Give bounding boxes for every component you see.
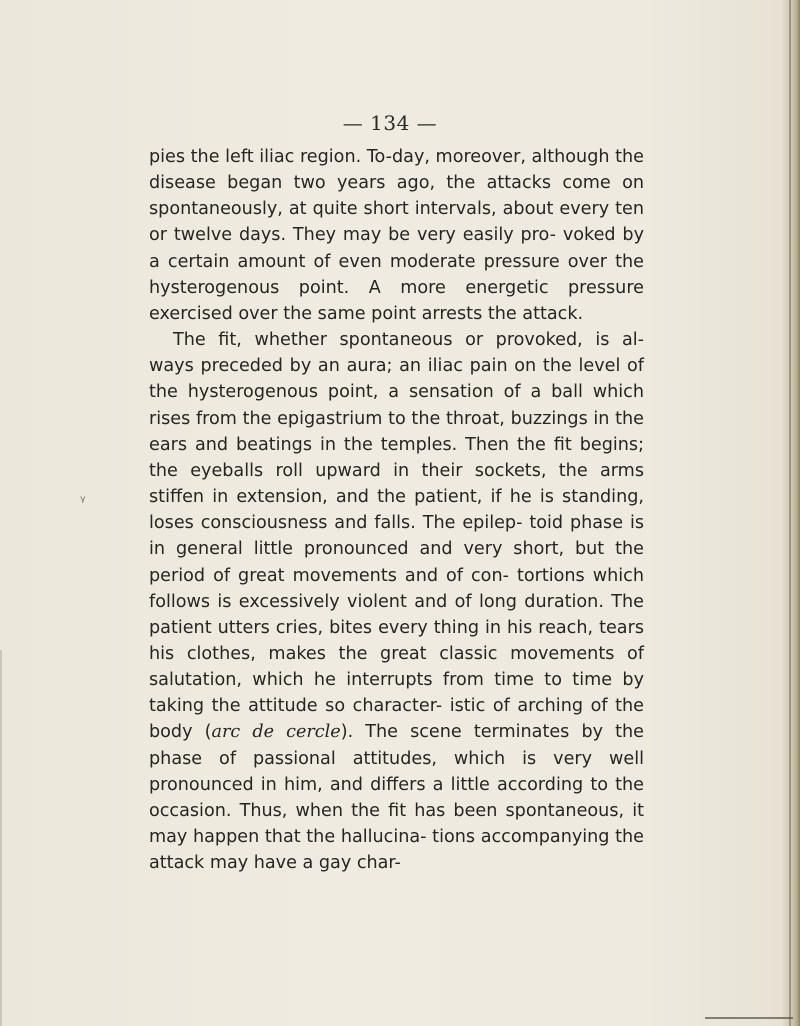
italic-term: arc de cercle [211, 722, 341, 743]
paragraph [149, 144, 644, 327]
page-number: — 134 — [342, 111, 438, 135]
body-text [149, 144, 644, 876]
bottom-rule [705, 1017, 793, 1019]
paragraph-text: The fit, whether spontaneous or provoked, is al- ways preceded by an aura; an iliac pain on the level of the hysterogenous point, a sensation of a ball which rises from the epigastrium to the throat, buzzings in the ears and beatings in the temples. Then the fit begins; the eyeballs roll upward in their sockets, the arms stiffen in extension, and the patient, if he is standing, loses consciousness and falls. The epilep- toid phase is in general little pronounced and very short, but the period of great movements and of con- tortions which follows is excessively violent and of long duration. The patient utters cries, bites every thing in his reach, tears his clothes, makes the great classic movements of salutation, which he interrupts from time to time by taking the attitude so character- istic of arching of the body ( [149, 330, 644, 743]
paragraph [149, 327, 644, 876]
paragraph-text: ). The scene terminates by the phase of passional attitudes, which is very well pronounced in him, and differs a little according to the occasion. Thus, when the fit has been spontaneous, it may happen that the hallucina- tions accompanying the attack may have a gay char- [149, 722, 644, 874]
left-margin-line [0, 650, 2, 1026]
margin-mark: ᵞ [80, 492, 86, 510]
paragraph-text: pies the left iliac region. To-day, moreover, although the disease began two years ago, the attacks come on spontaneously, at quite short intervals, about every ten or twelve days. They may be very easily pro- voked by a certain amount of even moderate pressure over the hysterogenous point. A more energetic pressure exercised over the same point arrests the attack. [149, 147, 644, 324]
page-edge-line [789, 0, 791, 1026]
page-edge [782, 0, 800, 1026]
